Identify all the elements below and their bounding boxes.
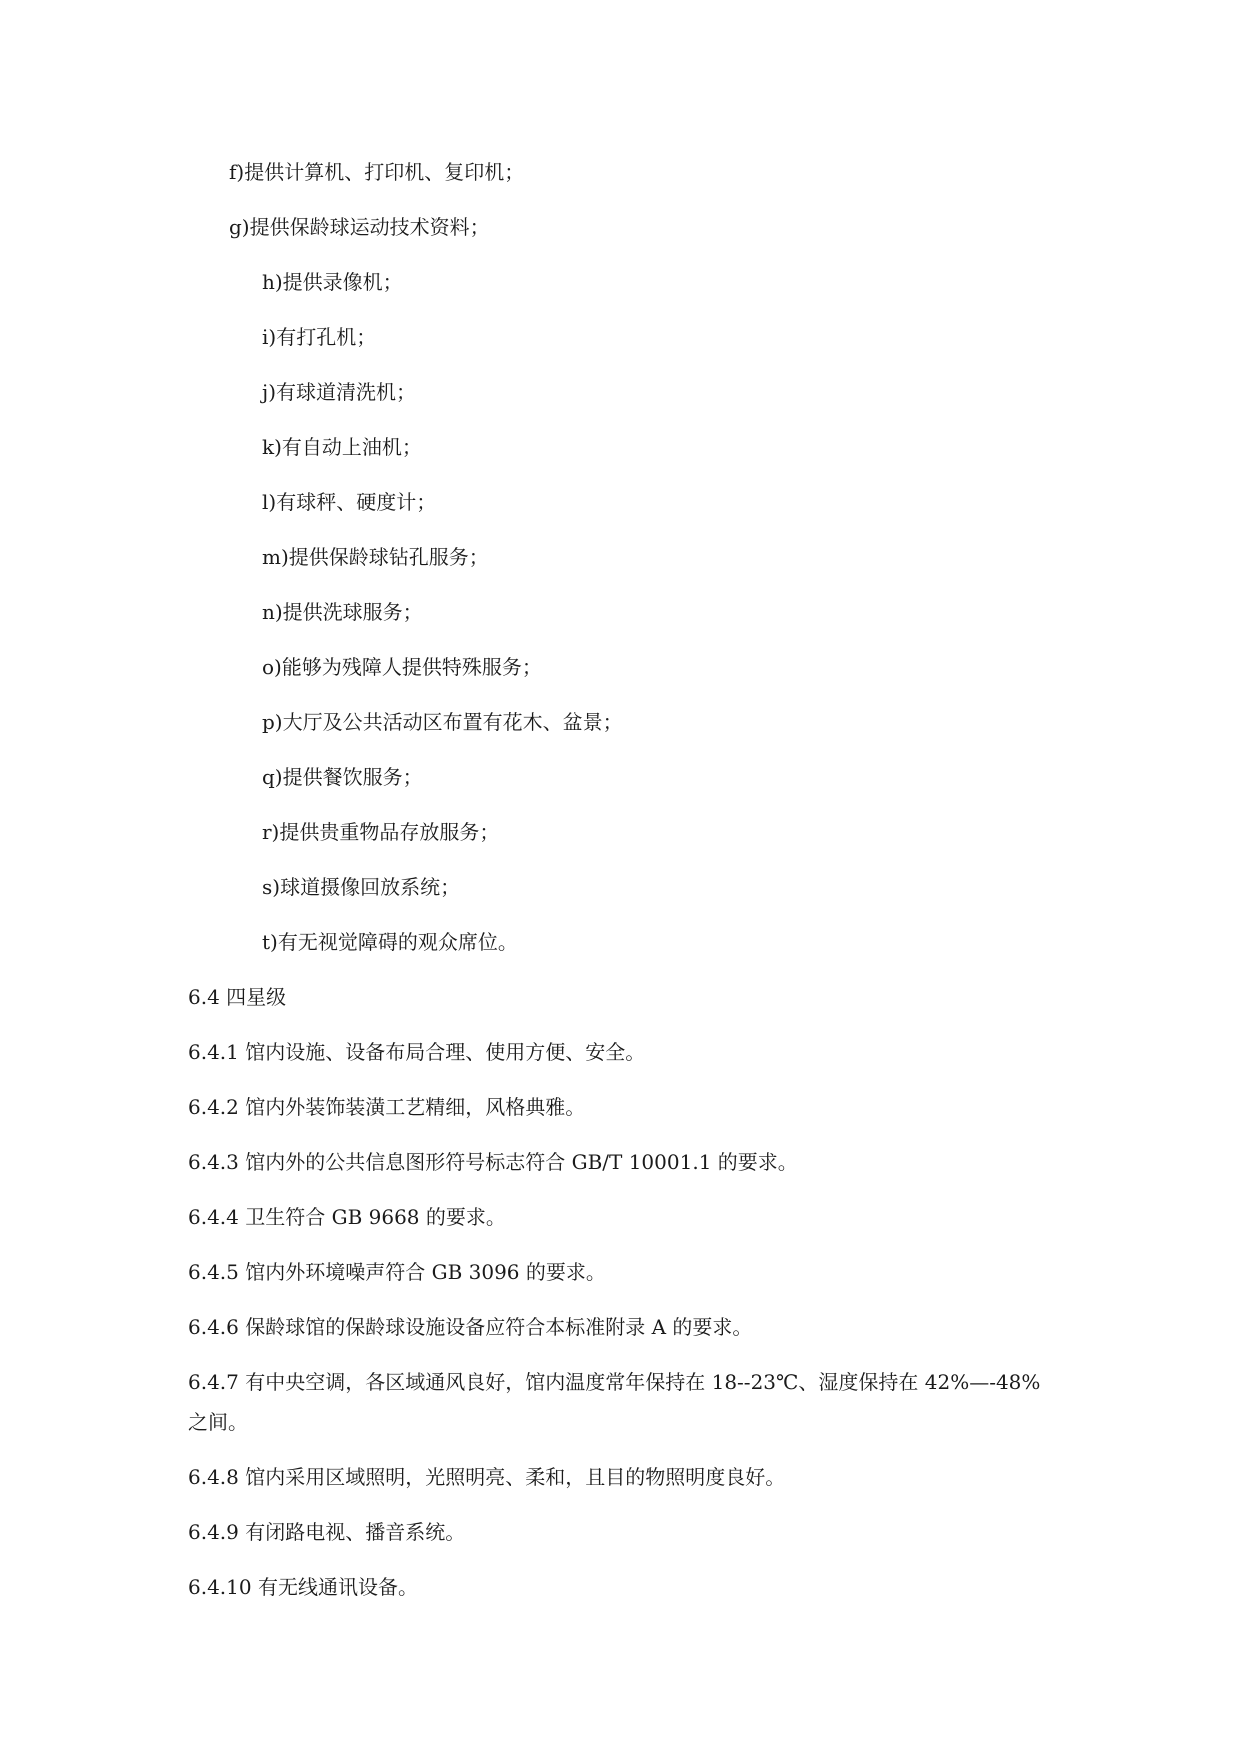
clause-6-4-2: 6.4.2 馆内外装饰装潢工艺精细，风格典雅。	[188, 1095, 586, 1119]
list-item-o: o)能够为残障人提供特殊服务；	[262, 655, 542, 679]
clause-6-4-1: 6.4.1 馆内设施、设备布局合理、使用方便、安全。	[188, 1040, 646, 1064]
clause-6-4-7-continuation: 之间。	[188, 1410, 248, 1434]
clause-6-4-6: 6.4.6 保龄球馆的保龄球设施设备应符合本标准附录 A 的要求。	[188, 1315, 753, 1339]
list-item-j: j)有球道清洗机；	[262, 380, 417, 404]
clause-6-4-3: 6.4.3 馆内外的公共信息图形符号标志符合 GB/T 10001.1 的要求。	[188, 1150, 798, 1174]
list-item-i: i)有打孔机；	[262, 325, 377, 349]
list-item-r: r)提供贵重物品存放服务；	[262, 820, 500, 844]
section-heading: 6.4 四星级	[188, 985, 287, 1009]
clause-6-4-7: 6.4.7 有中央空调，各区域通风良好，馆内温度常年保持在 18--23℃、湿度保持在 42%—-48%	[188, 1370, 1041, 1394]
list-item-g: g)提供保龄球运动技术资料；	[229, 215, 490, 239]
list-item-f: f)提供计算机、打印机、复印机；	[229, 160, 525, 184]
list-item-q: q)提供餐饮服务；	[262, 765, 423, 789]
list-item-h: h)提供录像机；	[262, 270, 403, 294]
clause-6-4-9: 6.4.9 有闭路电视、播音系统。	[188, 1520, 466, 1544]
list-item-l: l)有球秤、硬度计；	[262, 490, 437, 514]
list-item-n: n)提供洗球服务；	[262, 600, 423, 624]
list-item-m: m)提供保龄球钻孔服务；	[262, 545, 489, 569]
clause-6-4-10: 6.4.10 有无线通讯设备。	[188, 1575, 418, 1599]
clause-6-4-4: 6.4.4 卫生符合 GB 9668 的要求。	[188, 1205, 506, 1229]
list-item-k: k)有自动上油机；	[262, 435, 422, 459]
list-item-t: t)有无视觉障碍的观众席位。	[262, 930, 518, 954]
clause-6-4-5: 6.4.5 馆内外环境噪声符合 GB 3096 的要求。	[188, 1260, 606, 1284]
clause-6-4-8: 6.4.8 馆内采用区域照明，光照明亮、柔和，且目的物照明度良好。	[188, 1465, 786, 1489]
list-item-p: p)大厅及公共活动区布置有花木、盆景；	[262, 710, 623, 734]
list-item-s: s)球道摄像回放系统；	[262, 875, 461, 899]
